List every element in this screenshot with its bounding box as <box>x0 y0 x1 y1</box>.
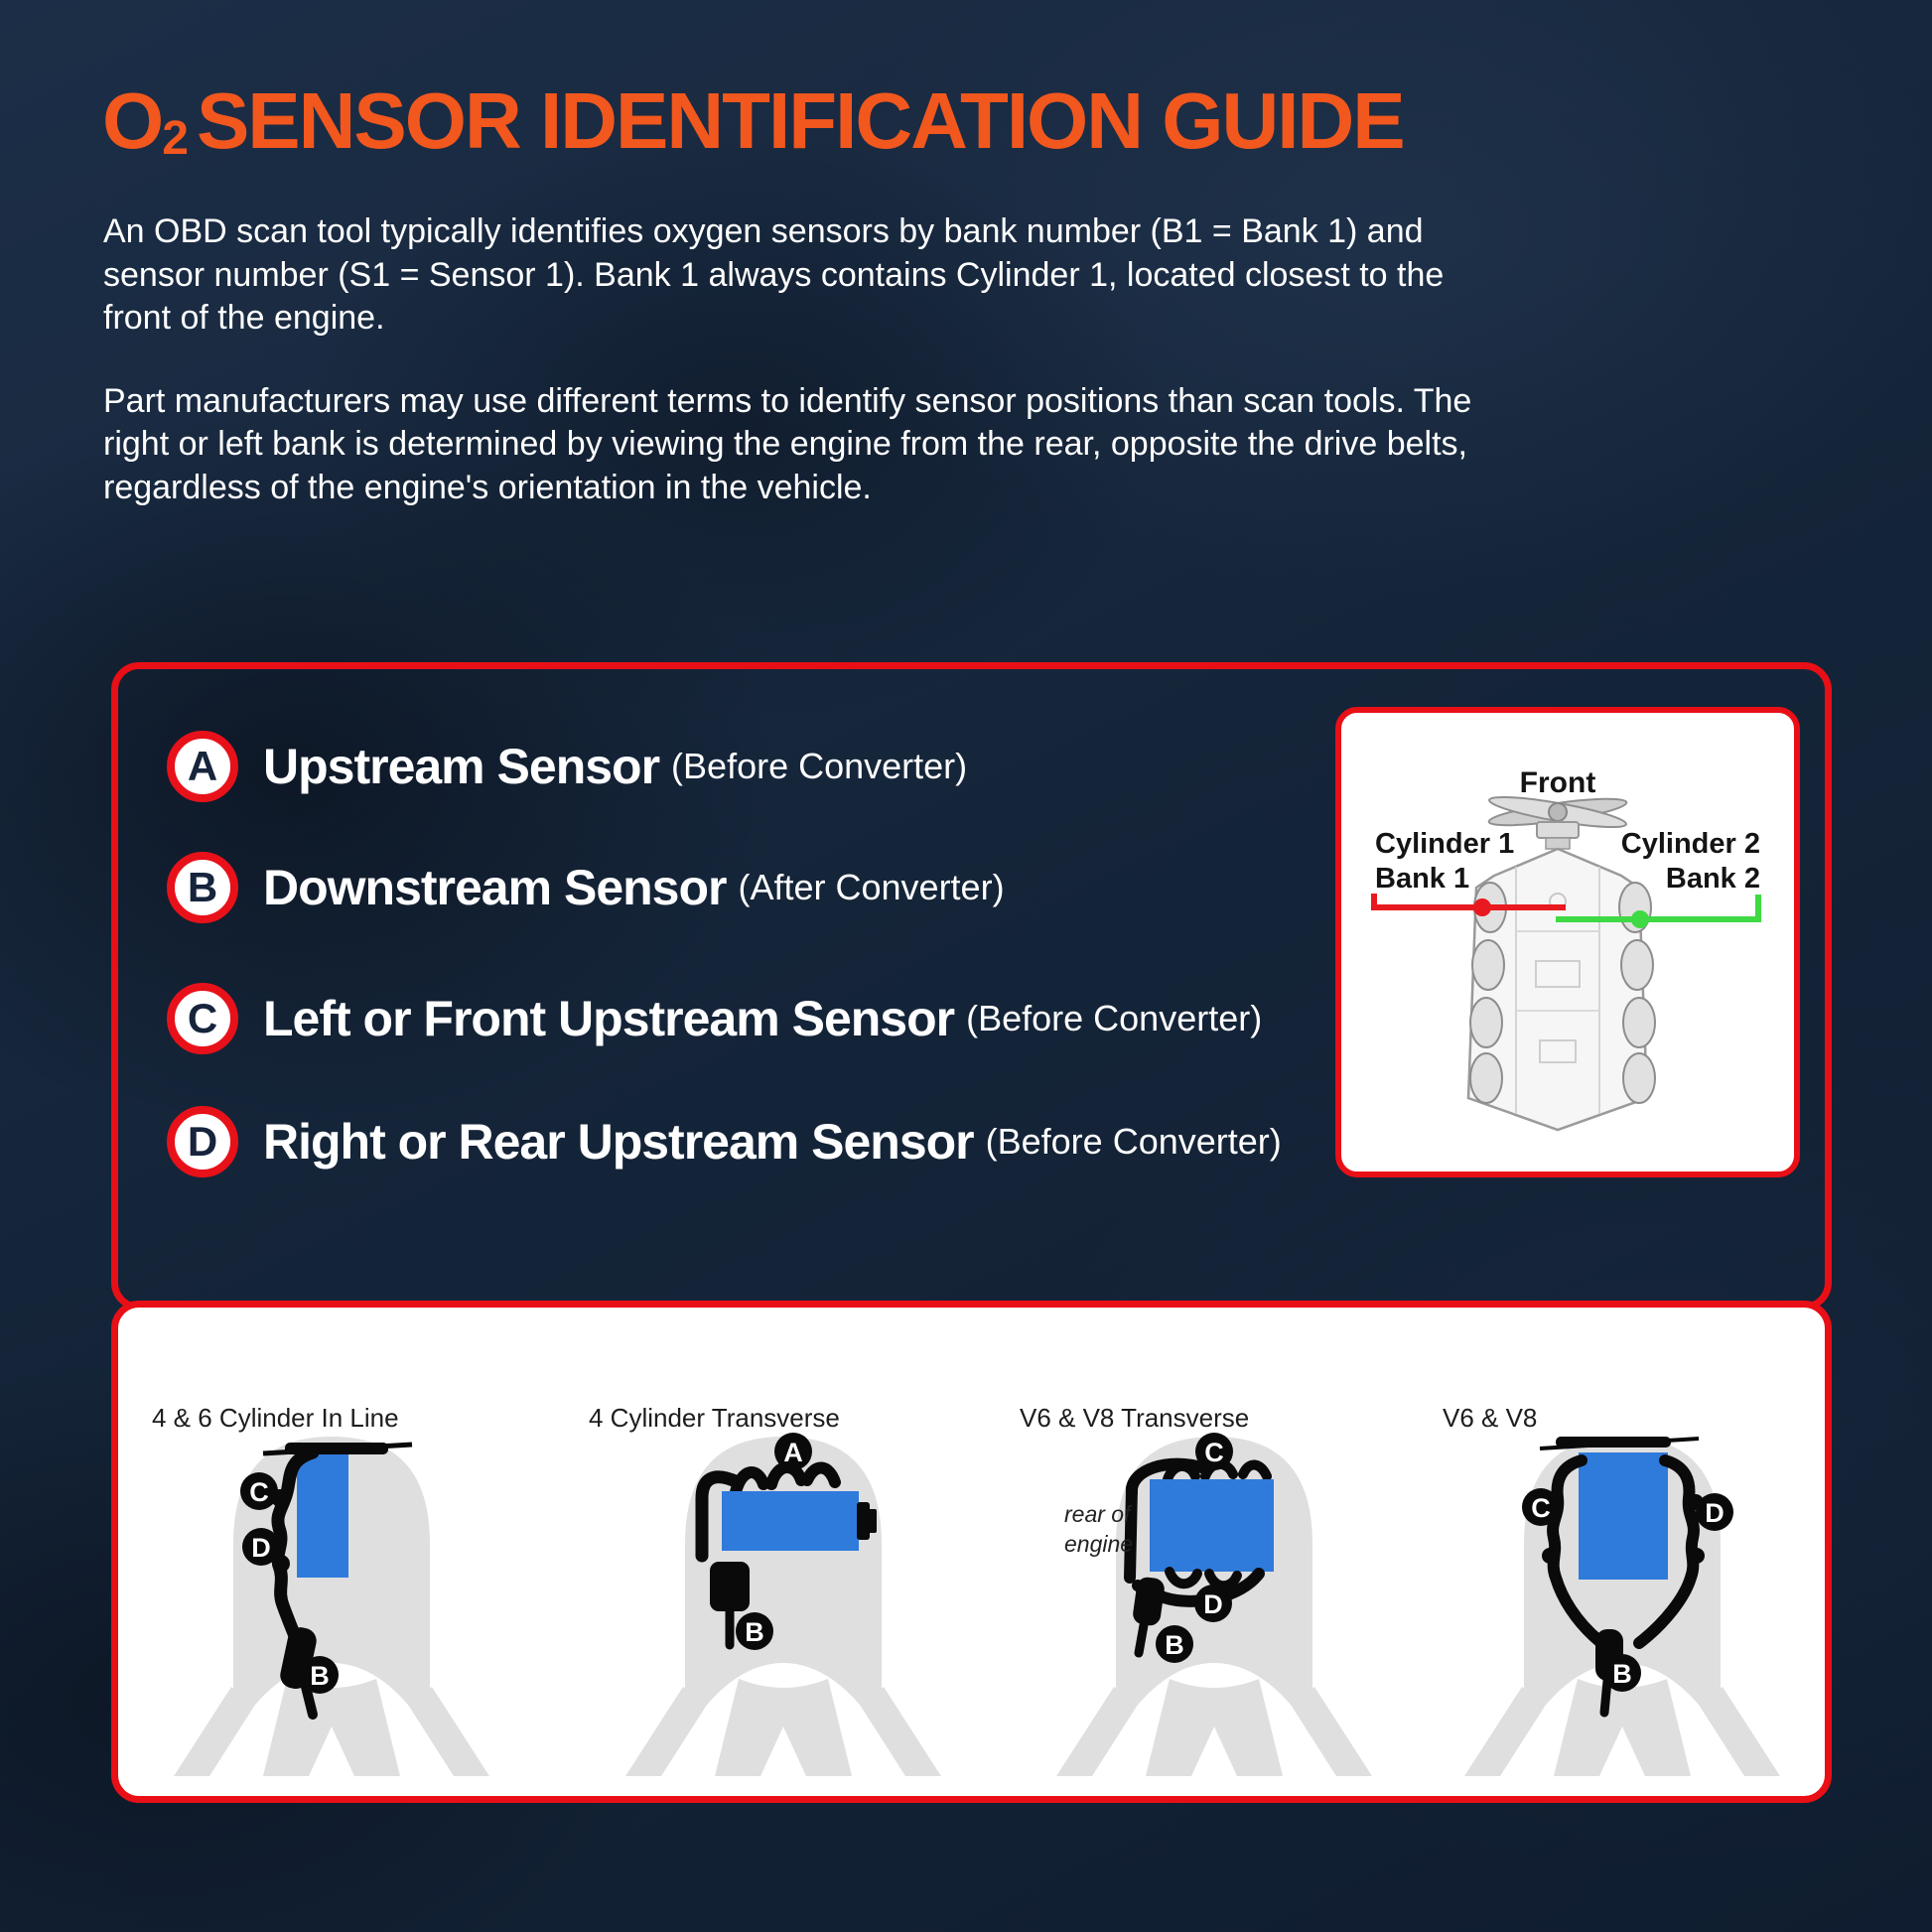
engine-bank-illustration <box>1341 713 1794 1172</box>
title-subscript-2: 2 <box>162 112 187 165</box>
diagram-4cyl-transverse-art <box>545 1427 973 1796</box>
svg-text:D: D <box>1705 1498 1725 1528</box>
cylinder2-label: Cylinder 2 <box>1620 828 1760 860</box>
legend-row-c <box>167 982 1262 1055</box>
legend-note-c: (Before Converter) <box>966 998 1263 1038</box>
left-sensor-bump2 <box>1542 1548 1558 1564</box>
legend-row-d <box>167 1105 1282 1178</box>
legend-label-a: Upstream Sensor <box>263 739 660 794</box>
rear-of-engine-note-line2: engine <box>1064 1531 1134 1557</box>
legend-label-b: Downstream Sensor <box>263 860 727 915</box>
transmission-cap-outer <box>868 1509 877 1533</box>
legend-badge-c: C <box>167 983 238 1054</box>
svg-text:B: B <box>1165 1630 1184 1660</box>
front-label: Front <box>1519 766 1596 799</box>
svg-text:C: C <box>1531 1493 1551 1523</box>
right-sensor-bump2 <box>1689 1548 1705 1564</box>
page-title <box>102 75 1404 167</box>
marker-a <box>774 1433 812 1470</box>
svg-text:D: D <box>251 1533 271 1563</box>
engine-block-blue <box>722 1491 859 1551</box>
cylinder1-label: Cylinder 1 <box>1375 828 1515 860</box>
diagram-title-v6v8-transverse: V6 & V8 Transverse <box>1020 1403 1250 1433</box>
tailpipe <box>1604 1681 1607 1713</box>
title-o: O <box>102 76 163 165</box>
svg-text:B: B <box>1612 1659 1632 1689</box>
svg-text:B: B <box>745 1617 764 1647</box>
marker-c <box>240 1472 278 1510</box>
legend-badge-a: A <box>167 731 238 802</box>
legend-row-a <box>167 730 967 803</box>
marker-c <box>1522 1488 1560 1526</box>
diagram-inline-art <box>118 1427 546 1796</box>
svg-text:B: B <box>310 1661 330 1691</box>
intro-text <box>103 210 1493 549</box>
diagram-v6v8-art <box>1401 1427 1829 1796</box>
marker-b <box>1603 1654 1641 1692</box>
rear-of-engine-note-line1: rear of <box>1064 1501 1131 1527</box>
svg-text:C: C <box>249 1477 269 1507</box>
pulley <box>1537 822 1579 838</box>
muffler <box>710 1562 750 1611</box>
marker-d <box>1696 1493 1733 1531</box>
bank1-label: Bank 1 <box>1375 863 1470 895</box>
legend-note-a: (Before Converter) <box>671 746 968 786</box>
tailpipe <box>1139 1625 1144 1653</box>
intro-paragraph-2: Part manufacturers may use different terms to identify sensor positions than scan tools. The right or left bank is determined by viewing the engine from the rear, opposite the drive belts, regardless of the engine's orientation in the vehicle. <box>103 381 1472 506</box>
svg-text:A: A <box>783 1438 803 1467</box>
diagram-title-inline: 4 & 6 Cylinder In Line <box>152 1403 399 1433</box>
marker-b <box>1156 1625 1193 1663</box>
legend-label-c: Left or Front Upstream Sensor <box>263 991 955 1046</box>
engine-block-blue <box>1150 1479 1274 1572</box>
marker-d <box>1194 1585 1232 1622</box>
legend-note-d: (Before Converter) <box>985 1121 1282 1162</box>
bank2-label: Bank 2 <box>1665 863 1760 895</box>
intro-paragraph-1: An OBD scan tool typically identifies oxygen sensors by bank number (B1 = Bank 1) and sensor number (S1 = Sensor 1). Bank 1 always contains Cylinder 1, located closest to the front of the engine. <box>103 212 1445 338</box>
diagram-title-v6v8: V6 & V8 <box>1443 1403 1538 1433</box>
svg-text:D: D <box>1203 1589 1223 1619</box>
pulley-shaft <box>1546 838 1570 849</box>
diagram-v6v8-transverse-art <box>973 1427 1401 1796</box>
marker-b <box>736 1612 773 1650</box>
marker-d <box>242 1528 280 1566</box>
marker-c <box>1195 1433 1233 1470</box>
legend-note-b: (After Converter) <box>738 867 1005 907</box>
legend-label-d: Right or Rear Upstream Sensor <box>263 1114 974 1170</box>
engine-bank-panel <box>1335 707 1800 1177</box>
legend-row-b <box>167 851 1005 924</box>
marker-b <box>301 1656 339 1694</box>
engine-block-drawing <box>1468 849 1655 1130</box>
layout-diagrams-panel <box>111 1301 1832 1803</box>
legend-badge-d: D <box>167 1106 238 1177</box>
engine-block-blue <box>297 1454 348 1578</box>
title-rest: SENSOR IDENTIFICATION GUIDE <box>196 76 1404 165</box>
legend-badge-b: B <box>167 852 238 923</box>
car-silhouette <box>625 1437 941 1776</box>
diagram-title-4cyl-transverse: 4 Cylinder Transverse <box>589 1403 840 1433</box>
engine-block-blue <box>1579 1452 1668 1580</box>
svg-text:C: C <box>1204 1438 1224 1467</box>
